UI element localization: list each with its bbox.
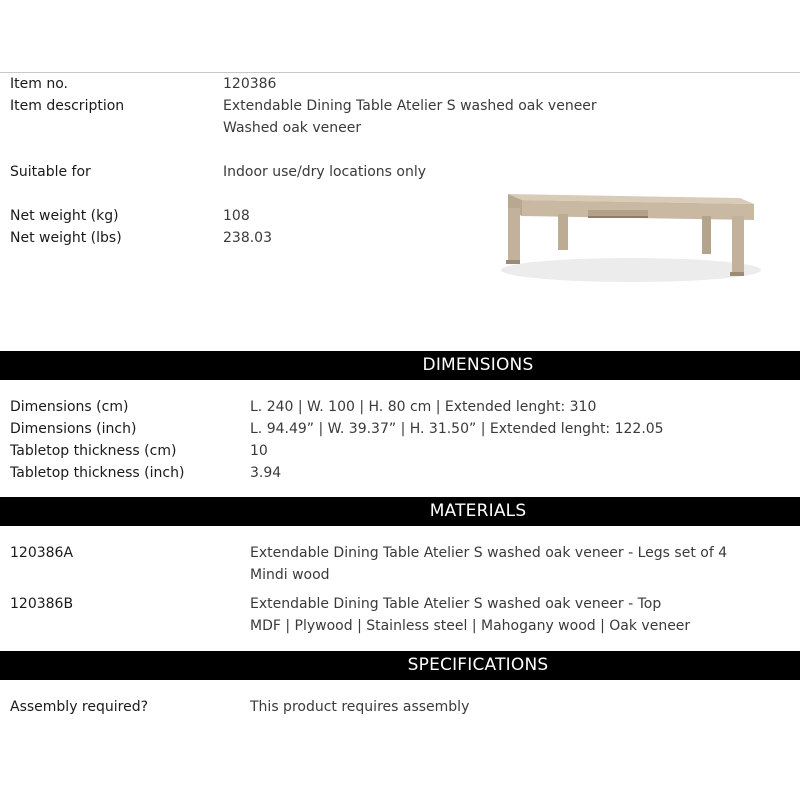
dimension-value: L. 94.49” | W. 39.37” | H. 31.50” | Extended lenght: 122.05 <box>250 421 664 437</box>
specification-row <box>0 696 800 718</box>
material-description: Extendable Dining Table Atelier S washed oak veneer - Legs set of 4 <box>250 545 728 561</box>
specifications-title: SPECIFICATIONS <box>407 655 549 675</box>
specifications-header <box>0 651 800 680</box>
material-row <box>0 542 800 564</box>
item-description-value-2: Washed oak veneer <box>223 120 362 136</box>
material-composition: Mindi wood <box>250 567 330 583</box>
dimensions-header <box>0 351 800 380</box>
material-description: Extendable Dining Table Atelier S washed oak veneer - Top <box>250 596 662 612</box>
item-no-row <box>0 73 800 95</box>
item-no-value: 120386 <box>223 76 277 92</box>
specification-label: Assembly required? <box>10 699 149 715</box>
net-weight-kg-label: Net weight (kg) <box>10 208 119 224</box>
material-code: 120386A <box>10 545 74 561</box>
material-row-detail <box>0 615 800 637</box>
material-row <box>0 593 800 615</box>
dimensions-row <box>0 440 800 462</box>
dimension-label: Tabletop thickness (cm) <box>10 443 177 459</box>
dimensions-row <box>0 396 800 418</box>
material-code: 120386B <box>10 596 74 612</box>
item-description-value: Extendable Dining Table Atelier S washed oak veneer <box>223 98 597 114</box>
materials-header <box>0 497 800 526</box>
dimension-value: 10 <box>250 443 268 459</box>
net-weight-lbs-value: 238.03 <box>223 230 272 246</box>
dimensions-row <box>0 462 800 484</box>
item-no-label: Item no. <box>10 76 68 92</box>
specification-value: This product requires assembly <box>250 699 470 715</box>
suitable-for-label: Suitable for <box>10 164 91 180</box>
materials-title: MATERIALS <box>429 501 527 521</box>
material-composition: MDF | Plywood | Stainless steel | Mahogany wood | Oak veneer <box>250 618 691 634</box>
net-weight-kg-value: 108 <box>223 208 250 224</box>
item-description-label: Item description <box>10 98 125 114</box>
dimension-label: Dimensions (cm) <box>10 399 129 415</box>
item-description-row <box>0 95 800 117</box>
dimensions-row <box>0 418 800 440</box>
material-row-detail <box>0 564 800 586</box>
dimension-value: 3.94 <box>250 465 282 481</box>
dimension-label: Tabletop thickness (inch) <box>10 465 185 481</box>
net-weight-lbs-label: Net weight (lbs) <box>10 230 122 246</box>
dimension-label: Dimensions (inch) <box>10 421 137 437</box>
suitable-for-value: Indoor use/dry locations only <box>223 164 427 180</box>
product-image <box>496 180 766 300</box>
dimension-value: L. 240 | W. 100 | H. 80 cm | Extended lenght: 310 <box>250 399 597 415</box>
item-description-row-2 <box>0 117 800 139</box>
dimensions-title: DIMENSIONS <box>422 355 534 375</box>
